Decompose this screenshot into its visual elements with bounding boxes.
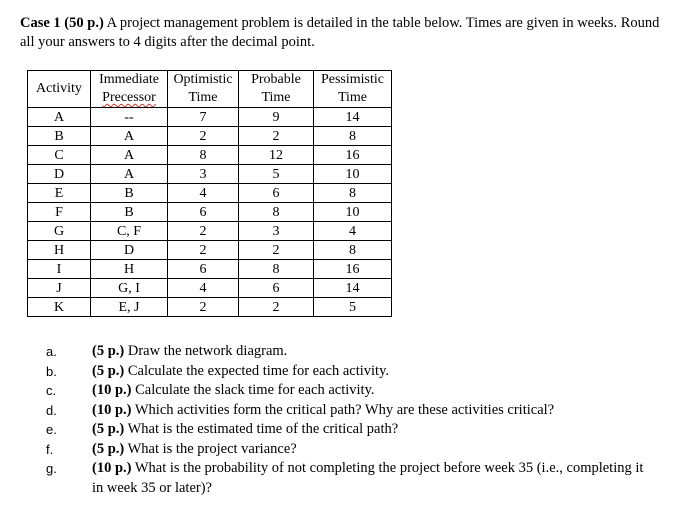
spellcheck-word: Precessor — [102, 90, 156, 105]
question-text: What is the project variance? — [127, 440, 297, 457]
cell-activity: K — [28, 298, 91, 317]
table-row — [28, 184, 392, 203]
cell-predecessor: H — [91, 260, 168, 279]
question-item — [46, 459, 656, 498]
cell-activity: I — [28, 260, 91, 279]
table-row — [28, 108, 392, 127]
cell-activity: J — [28, 279, 91, 298]
cell-optimistic-time: 2 — [168, 241, 239, 260]
cell-pessimistic-time: 8 — [314, 184, 392, 203]
question-points: (10 p.) — [92, 382, 132, 398]
question-letter: f. — [46, 441, 54, 457]
cell-pessimistic-time: 14 — [314, 279, 392, 298]
table-row — [28, 222, 392, 241]
header-predecessor: Immediate Precessor — [91, 71, 168, 108]
header-activity: Activity — [28, 71, 91, 108]
cell-optimistic-time: 7 — [168, 108, 239, 127]
question-item — [46, 401, 656, 421]
question-body — [92, 381, 656, 401]
cell-predecessor: A — [91, 165, 168, 184]
cell-probable-time: 2 — [239, 298, 314, 317]
cell-predecessor: A — [91, 146, 168, 165]
question-body — [92, 440, 656, 460]
question-text: What is the estimated time of the critical path? — [127, 421, 399, 437]
cell-probable-time: 2 — [239, 127, 314, 146]
cell-probable-time: 3 — [239, 222, 314, 241]
cell-optimistic-time: 6 — [168, 260, 239, 279]
table-row — [28, 127, 392, 146]
table-row — [28, 241, 392, 260]
cell-activity: G — [28, 222, 91, 241]
header-optimistic: Optimistic Time — [168, 71, 239, 108]
activity-table — [27, 70, 392, 317]
cell-optimistic-time: 4 — [168, 184, 239, 203]
question-points: (5 p.) — [92, 343, 125, 359]
cell-optimistic-time: 4 — [168, 279, 239, 298]
cell-optimistic-time: 3 — [168, 165, 239, 184]
question-letter: a. — [46, 344, 57, 359]
question-letter: c. — [46, 383, 57, 398]
table-header-row — [28, 71, 392, 108]
cell-probable-time: 9 — [239, 108, 314, 127]
question-points: (5 p.) — [92, 362, 125, 379]
cell-probable-time: 8 — [239, 203, 314, 222]
question-letter: b. — [46, 363, 57, 379]
question-item — [46, 440, 656, 460]
cell-optimistic-time: 6 — [168, 203, 239, 222]
cell-activity: C — [28, 146, 91, 165]
cell-predecessor: D — [91, 241, 168, 260]
cell-pessimistic-time: 10 — [314, 203, 392, 222]
cell-probable-time: 6 — [239, 279, 314, 298]
cell-pessimistic-time: 16 — [314, 260, 392, 279]
cell-optimistic-time: 2 — [168, 298, 239, 317]
question-points: (5 p.) — [92, 440, 125, 457]
question-letter: g. — [46, 461, 57, 476]
table-row — [28, 279, 392, 298]
case-title: Case 1 (50 p.) — [20, 15, 104, 31]
cell-activity: A — [28, 108, 91, 127]
question-item — [46, 362, 656, 382]
cell-activity: E — [28, 184, 91, 203]
question-item — [46, 342, 656, 362]
cell-predecessor: -- — [91, 108, 168, 127]
cell-predecessor: A — [91, 127, 168, 146]
question-text: What is the probability of not completing the project before week 35 (i.e., completing it in week 35 or later)? — [92, 460, 644, 496]
case-intro — [20, 14, 660, 52]
header-probable: Probable Time — [239, 71, 314, 108]
cell-pessimistic-time: 10 — [314, 165, 392, 184]
cell-pessimistic-time: 8 — [314, 127, 392, 146]
cell-activity: F — [28, 203, 91, 222]
question-text: Calculate the expected time for each activity. — [127, 362, 390, 379]
question-text: Which activities form the critical path? Why are these activities critical? — [134, 401, 555, 418]
question-body — [92, 401, 656, 421]
question-item — [46, 381, 656, 401]
case-description: A project management problem is detailed in the table below. Times are given in weeks. Round all your answers to 4 digits after the decimal point. — [20, 15, 660, 50]
cell-probable-time: 12 — [239, 146, 314, 165]
question-points: (10 p.) — [92, 460, 132, 476]
cell-probable-time: 8 — [239, 260, 314, 279]
cell-pessimistic-time: 14 — [314, 108, 392, 127]
cell-probable-time: 5 — [239, 165, 314, 184]
cell-optimistic-time: 8 — [168, 146, 239, 165]
question-body — [92, 362, 656, 382]
question-text: Calculate the slack time for each activity. — [135, 382, 375, 398]
cell-optimistic-time: 2 — [168, 222, 239, 241]
question-text: Draw the network diagram. — [127, 343, 288, 359]
question-points: (10 p.) — [92, 401, 132, 418]
question-body — [92, 420, 656, 440]
header-pessimistic: Pessimistic Time — [314, 71, 392, 108]
table-row — [28, 165, 392, 184]
table-row — [28, 260, 392, 279]
cell-pessimistic-time: 5 — [314, 298, 392, 317]
question-points: (5 p.) — [92, 421, 125, 437]
cell-probable-time: 6 — [239, 184, 314, 203]
cell-predecessor: E, J — [91, 298, 168, 317]
cell-activity: B — [28, 127, 91, 146]
table-row — [28, 298, 392, 317]
cell-pessimistic-time: 16 — [314, 146, 392, 165]
cell-activity: H — [28, 241, 91, 260]
cell-optimistic-time: 2 — [168, 127, 239, 146]
cell-activity: D — [28, 165, 91, 184]
cell-pessimistic-time: 8 — [314, 241, 392, 260]
question-item — [46, 420, 656, 440]
cell-probable-time: 2 — [239, 241, 314, 260]
cell-predecessor: C, F — [91, 222, 168, 241]
question-list — [46, 342, 656, 498]
cell-predecessor: G, I — [91, 279, 168, 298]
question-letter: d. — [46, 402, 57, 418]
table-row — [28, 203, 392, 222]
question-body — [92, 342, 656, 362]
table-row — [28, 146, 392, 165]
cell-pessimistic-time: 4 — [314, 222, 392, 241]
cell-predecessor: B — [91, 203, 168, 222]
question-body — [92, 459, 656, 498]
question-letter: e. — [46, 422, 57, 437]
cell-predecessor: B — [91, 184, 168, 203]
